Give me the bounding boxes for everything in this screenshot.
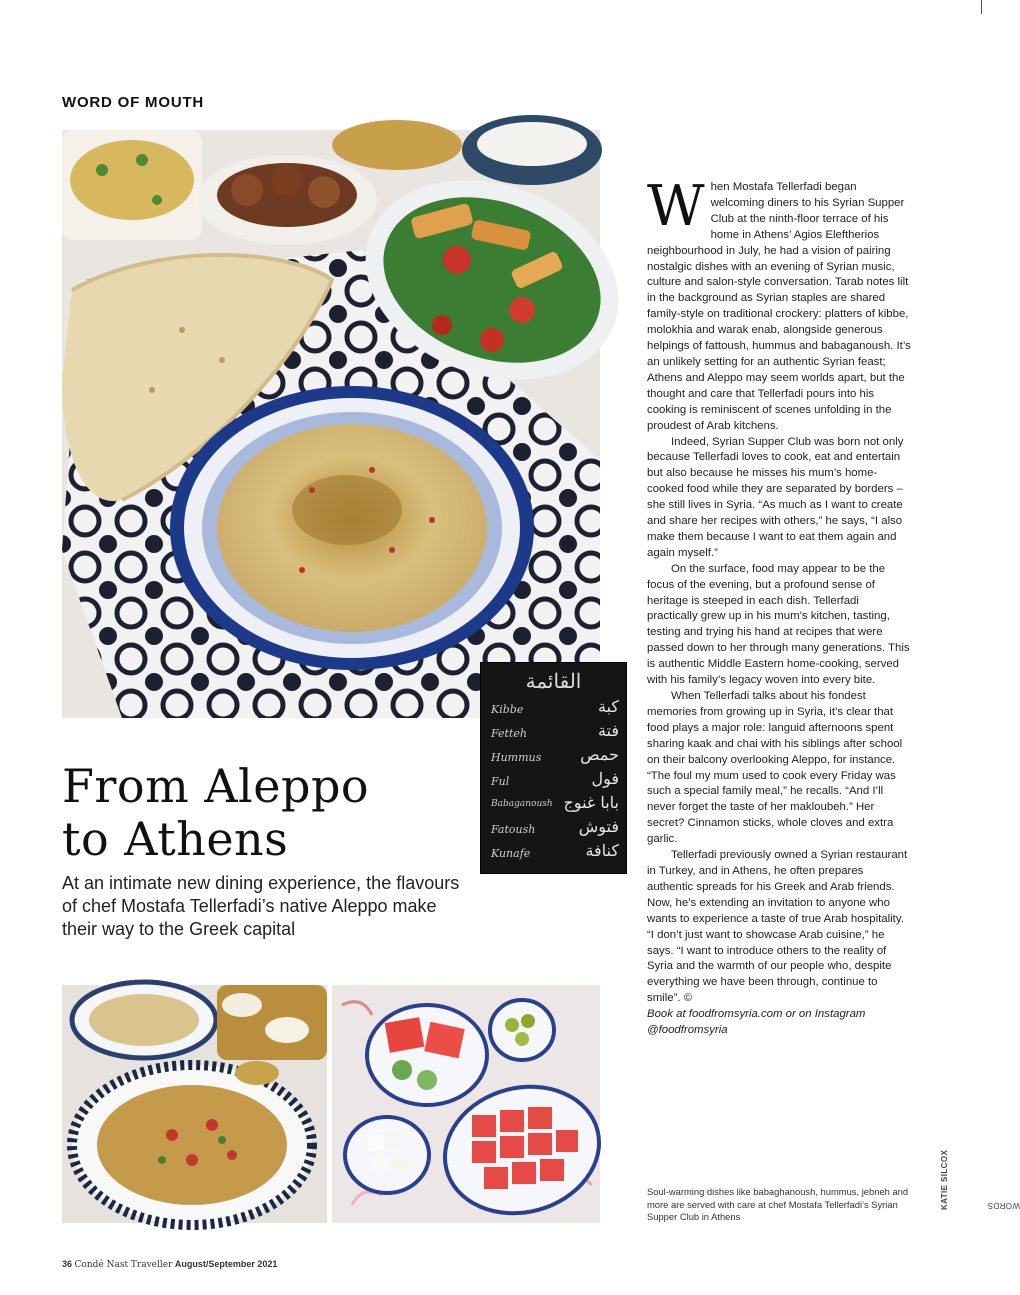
menu-item-ar: كنافة: [585, 841, 619, 860]
dropcap: W: [647, 174, 705, 239]
article-paragraph-2: Indeed, Syrian Supper Club was born not only because Tellerfadi loves to cook, eat and entertain but also because he misses his mum’s home-cooked food while they are separated by borders – she still lives in Syria. “As much as I want to create and share her recipes with others,” he says, “I also make them because I want to eat them again and again myself.”: [647, 435, 904, 559]
article-paragraph-3: On the surface, food may appear to be the focus of the evening, but a profound sense of heritage is steeped in each dish. Tellerfadi practically grew up in his mum’s kitchen, tasting, testing and trying his hand at recipes that were passed down to her through many generations. This is authentic Middle Eastern home-cooking, served with his family’s legacy woven into every bite.: [647, 562, 910, 687]
photo-dips: [62, 985, 327, 1223]
menu-item-ar: فتة: [597, 721, 619, 740]
menu-item-en: Kunafe: [491, 847, 531, 860]
photo-caption: Soul-warming dishes like babaghanoush, hummus, jebneh and more are served with care at chef Mostafa Tellerfadi’s Syrian Supper Club in Athens: [647, 1186, 909, 1222]
article-paragraph-4: When Tellerfadi talks about his fondest memories from growing up in Syria, it’s clear that food plays a major role: languid afternoons spent sharing kaak and chai with his siblings after school on their balcony overlooking Aleppo, for instance. “The foul my mum used to cook every Friday was such a special family meal,” he recalls. “And I’ll never forget the taste of her makloubeh.” Her secret? Cinnamon sticks, whole cloves and extra garlic.: [647, 690, 903, 846]
hero-photo-illustration: [62, 130, 600, 718]
page-footer: [62, 1259, 277, 1270]
credit-prefix: WORDS: [987, 1201, 1020, 1210]
photo-watermelon-spread: [332, 985, 600, 1223]
paragraph-text: hen Mostafa Tellerfadi began welcoming diners to his Syrian Supper Club at the ninth-floor terrace of his home in Athens’ Agios Eleftherios neighbourhood in July, he had a vision of pairing nostalgic dishes with an evening of Syrian music, culture and salon-style conversation. Tarab notes lilt in the background as Syrian staples are shared family-style on traditional crockery: platters of kibbe, molokhia and warak enab, alongside generous helpings of fattoush, hummus and babaganoush. It’s an unlikely setting for an authentic Syrian feast; Athens and Aleppo may seem worlds apart, but the thought and care that Tellerfadi pours into his cooking is reminiscent of scenes unfolding in the proudest of Arab kitchens.: [647, 181, 911, 432]
hero-photo-food-spread: [62, 130, 600, 718]
booking-info: Book at foodfromsyria.com or on Instagram @foodfromsyria: [647, 1008, 866, 1037]
menu-item-en: Kibbe: [491, 703, 524, 716]
standfirst: At an intimate new dining experience, the flavours of chef Mostafa Tellerfadi’s native Aleppo make their way to the Greek capital: [62, 873, 460, 939]
article-paragraph-5: Tellerfadi previously owned a Syrian restaurant in Turkey, and in Athens, he often prepares authentic spreads for his Greek and Arab friends. Now, he’s extending an invitation to anyone who wants to experience a taste of true Arab hospitality. “I don’t just want to showcase Arab cuisine,” he says. “I want to introduce others to the reality of Syria and the warmth of our people who, despite everything we have been through, continue to smile”. ©: [647, 849, 908, 1005]
photo-dips-illustration: [62, 985, 327, 1223]
article-paragraph-1: [647, 174, 912, 435]
photo-watermelon-illustration: [332, 985, 600, 1223]
menu-title: القائمة: [525, 669, 582, 693]
headline-line-2: to Athens: [62, 812, 289, 866]
menu-row: [491, 697, 619, 716]
menu-item-en: Fatoush: [491, 823, 536, 836]
credit-name: KATIE SILCOX: [940, 1149, 949, 1210]
menu-row: [491, 769, 619, 788]
menu-item-en: Ful: [491, 775, 510, 788]
menu-item-ar: كبة: [597, 697, 619, 716]
page-edge-mark: [981, 0, 982, 14]
menu-row: [491, 721, 619, 740]
article-body: [647, 174, 912, 1039]
menu-item-en: Fetteh: [491, 727, 527, 740]
menu-item-en: Babaganoush: [491, 799, 553, 809]
menu-item-en: Hummus: [491, 751, 542, 764]
magazine-brand: Condé Nast Traveller: [74, 1260, 173, 1270]
issue-date: August/September 2021: [174, 1259, 278, 1269]
menu-item-ar: فول: [591, 769, 619, 788]
section-label: WORD OF MOUTH: [62, 94, 205, 111]
menu-row: [491, 817, 619, 836]
menu-item-ar: فتوش: [578, 817, 619, 836]
headline-line-1: From Aleppo: [62, 759, 370, 813]
menu-row: [491, 841, 619, 860]
author-credit: [940, 1130, 1020, 1210]
menu-row: [491, 745, 619, 764]
menu-chalkboard: [480, 662, 627, 874]
menu-item-ar: بابا غنوج: [563, 793, 619, 812]
page-number: 36: [62, 1259, 73, 1269]
menu-item-ar: حمص: [580, 745, 619, 764]
headline: [62, 760, 462, 866]
menu-row: [491, 793, 619, 812]
